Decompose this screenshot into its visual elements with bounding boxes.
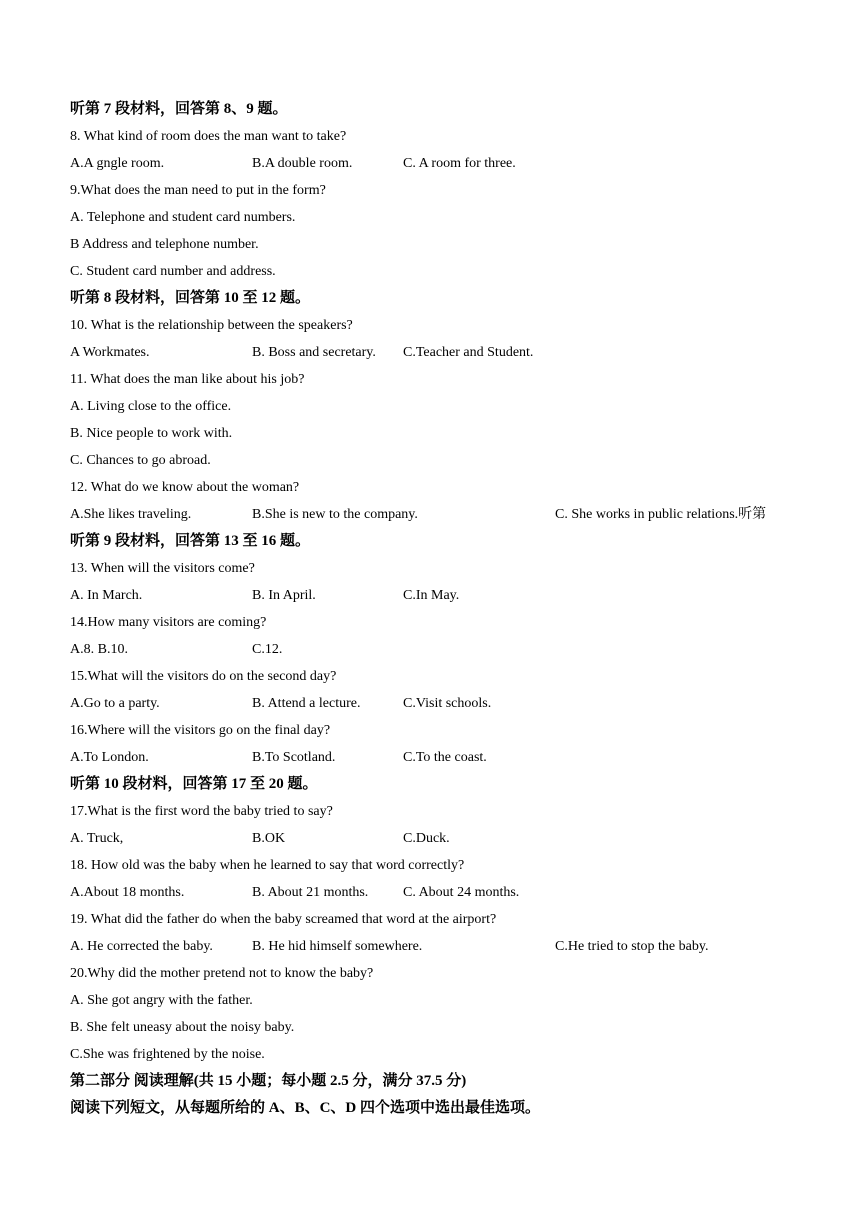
section-heading-8: 听第 8 段材料，回答第 10 至 12 题。 <box>70 290 311 306</box>
option-8c: C. A room for three. <box>403 156 516 171</box>
option-19a: A. He corrected the baby. <box>70 939 213 954</box>
option-17c: C.Duck. <box>403 831 450 846</box>
question-8-stem: 8. What kind of room does the man want to take? <box>70 129 347 144</box>
option-13a: A. In March. <box>70 588 143 603</box>
exam-page <box>70 96 830 1122</box>
question-16-options <box>70 744 830 771</box>
option-8a: A.A gngle room. <box>70 156 165 171</box>
question-19-stem: 19. What did the father do when the baby screamed that word at the airport? <box>70 912 497 927</box>
option-17a: A. Truck, <box>70 831 124 846</box>
section-heading-9: 听第 9 段材料，回答第 13 至 16 题。 <box>70 533 311 549</box>
option-14c: C.12. <box>252 642 283 657</box>
option-10a: A Workmates. <box>70 345 150 360</box>
option-17b: B.OK <box>252 831 286 846</box>
option-13c: C.In May. <box>403 588 460 603</box>
option-12b: B.She is new to the company. <box>252 507 418 522</box>
question-16-stem: 16.Where will the visitors go on the final day? <box>70 723 331 738</box>
question-10-stem: 10. What is the relationship between the speakers? <box>70 318 353 333</box>
question-20-stem: 20.Why did the mother pretend not to know the baby? <box>70 966 374 981</box>
question-18-options <box>70 879 830 906</box>
option-16c: C.To the coast. <box>403 750 487 765</box>
question-12-stem: 12. What do we know about the woman? <box>70 480 300 495</box>
option-12c: C. She works in public relations.听第 <box>555 507 767 522</box>
option-11b: B. Nice people to work with. <box>70 426 233 441</box>
question-13-stem: 13. When will the visitors come? <box>70 561 255 576</box>
option-20b: B. She felt uneasy about the noisy baby. <box>70 1020 295 1035</box>
question-9-stem: 9.What does the man need to put in the form? <box>70 183 326 198</box>
question-17-options <box>70 825 830 852</box>
question-13-options <box>70 582 830 609</box>
part-two-instruction: 阅读下列短文，从每题所给的 A、B、C、D 四个选项中选出最佳选项。 <box>70 1100 541 1116</box>
option-16a: A.To London. <box>70 750 149 765</box>
option-13b: B. In April. <box>252 588 316 603</box>
option-10c: C.Teacher and Student. <box>403 345 534 360</box>
option-15c: C.Visit schools. <box>403 696 492 711</box>
question-17-stem: 17.What is the first word the baby tried to say? <box>70 804 333 819</box>
option-11c: C. Chances to go abroad. <box>70 453 211 468</box>
question-14-options <box>70 636 830 663</box>
option-11a: A. Living close to the office. <box>70 399 232 414</box>
option-20c: C.She was frightened by the noise. <box>70 1047 265 1062</box>
section-heading-7: 听第 7 段材料，回答第 8、9 题。 <box>70 101 288 117</box>
option-19b: B. He hid himself somewhere. <box>252 939 423 954</box>
question-11-stem: 11. What does the man like about his job? <box>70 372 305 387</box>
option-8b: B.A double room. <box>252 156 353 171</box>
option-12a: A.She likes traveling. <box>70 507 192 522</box>
option-10b: B. Boss and secretary. <box>252 345 376 360</box>
section-heading-10: 听第 10 段材料，回答第 17 至 20 题。 <box>70 776 318 792</box>
option-16b: B.To Scotland. <box>252 750 336 765</box>
option-18c: C. About 24 months. <box>403 885 520 900</box>
question-15-options <box>70 690 830 717</box>
question-8-options <box>70 150 830 177</box>
part-two-heading: 第二部分 阅读理解(共 15 小题；每小题 2.5 分，满分 37.5 分) <box>70 1073 467 1089</box>
option-18b: B. About 21 months. <box>252 885 369 900</box>
question-19-options <box>70 933 830 960</box>
option-18a: A.About 18 months. <box>70 885 185 900</box>
option-9a: A. Telephone and student card numbers. <box>70 210 296 225</box>
option-9c: C. Student card number and address. <box>70 264 276 279</box>
option-20a: A. She got angry with the father. <box>70 993 253 1008</box>
question-18-stem: 18. How old was the baby when he learned to say that word correctly? <box>70 858 465 873</box>
option-15a: A.Go to a party. <box>70 696 160 711</box>
option-15b: B. Attend a lecture. <box>252 696 361 711</box>
question-10-options <box>70 339 830 366</box>
question-15-stem: 15.What will the visitors do on the second day? <box>70 669 337 684</box>
question-12-options <box>70 501 830 528</box>
option-19c: C.He tried to stop the baby. <box>555 939 709 954</box>
option-9b: B Address and telephone number. <box>70 237 259 252</box>
question-14-stem: 14.How many visitors are coming? <box>70 615 267 630</box>
option-14ab: A.8. B.10. <box>70 642 128 657</box>
